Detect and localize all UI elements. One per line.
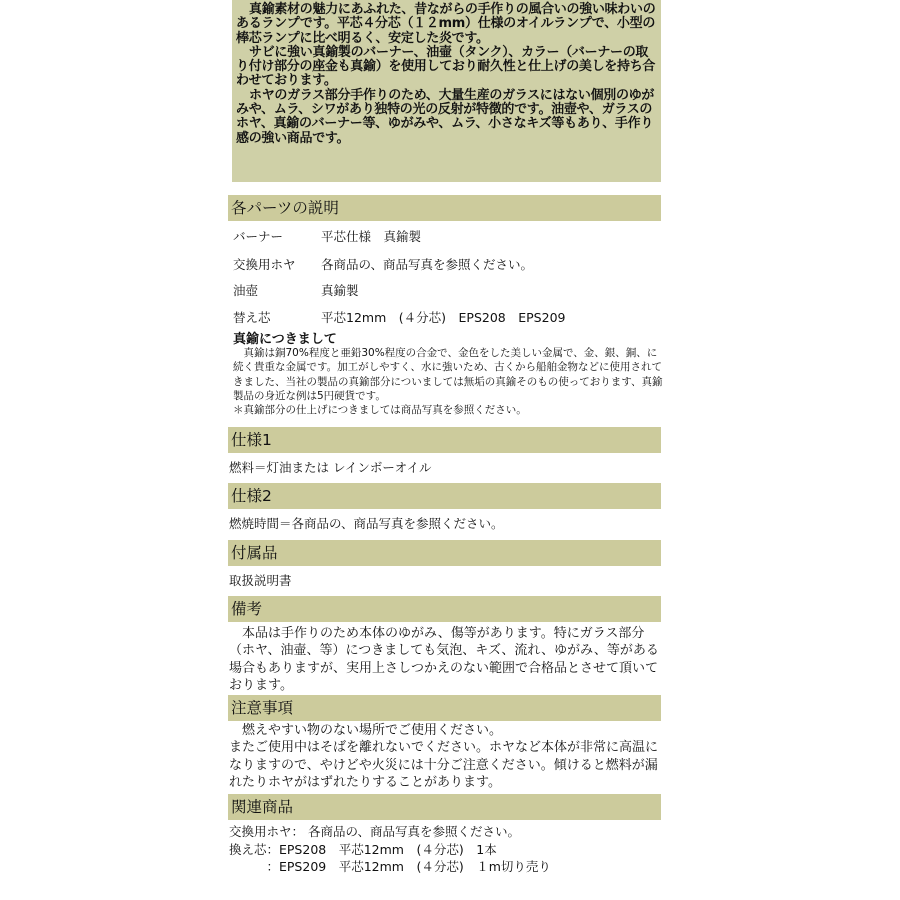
parts-key: 替え芯 — [233, 310, 271, 325]
parts-row — [233, 281, 359, 299]
brass-title: 真鍮につきまして — [233, 332, 337, 347]
intro-box — [232, 0, 661, 182]
section-header-spec2: 仕様2 — [228, 483, 661, 509]
caution-text — [229, 722, 661, 791]
parts-row — [233, 255, 533, 273]
parts-key: 交換用ホヤ — [233, 257, 296, 272]
parts-row — [233, 227, 421, 245]
caution-line: またご使用中はそばを離れないでください。ホヤなど本体が非常に高温になりますので、やけどや火災には十分ご注意ください。傾けると燃料が漏れたりホヤがはずれたりすることがあります。 — [229, 740, 659, 790]
brass-text — [233, 346, 663, 417]
parts-value: 真鍮製 — [321, 283, 359, 298]
related-item: 換え芯：EPS208 平芯12mm (４分芯) 1本 — [229, 841, 497, 857]
section-header-parts: 各パーツの説明 — [228, 195, 661, 221]
brass-note: ＊真鍮部分の仕上げにつきましては商品写真を参照ください。 — [233, 404, 527, 417]
parts-value: 平芯仕様 真鍮製 — [321, 229, 422, 244]
parts-row — [233, 308, 565, 326]
related-list — [229, 823, 661, 876]
parts-value: 各商品の、商品写真を参照ください。 — [321, 257, 534, 272]
brass-body: 真鍮は銅70%程度と亜鉛30%程度の合金で、金色をした美しい金属で、金、銀、銅、に続く貴重な金属です。加工がしやすく、水に強いため、古くから船舶金物などに使用されてきました、当社の製品の真鍮部分についましては無垢の真鍮そのもの使っております、真鍮製品の身近な例は5円硬貨です。 — [233, 347, 663, 402]
related-item: 交換用ホヤ： 各商品の、商品写真を参照ください。 — [229, 824, 520, 839]
section-header-remarks: 備考 — [228, 596, 661, 622]
section-header-spec1: 仕様1 — [228, 427, 661, 453]
remarks-text — [229, 625, 661, 694]
intro-paragraph: ホヤのガラス部分手作りのため、大量生産のガラスにはない個別のゆがみや、ムラ、シワがあり独特の光の反射が特徴的です。油壺や、ガラスのホヤ、真鍮のバーナー等、ゆがみや、ムラ、小さなキズ等もあり、手作り感の強い商品です。 — [236, 87, 655, 146]
section-header-caution: 注意事項 — [228, 695, 661, 721]
related-item: ：EPS209 平芯12mm (４分芯) １m切り売り — [229, 859, 551, 874]
caution-line: 燃えやすい物のない場所でご使用ください。 — [242, 723, 503, 738]
accessories-text: 取扱説明書 — [229, 573, 292, 588]
intro-paragraph: 真鍮素材の魅力にあふれた、昔ながらの手作りの風合いの強い味わいのあるランプです。平芯４分芯（１２mm）仕様のオイルランプで、小型の棒芯ランプに比べ明るく、安定した炎です。 — [236, 2, 656, 46]
parts-key: 油壺 — [233, 283, 259, 298]
remarks-body: 本品は手作りのため本体のゆがみ、傷等があります。特にガラス部分（ホヤ、油壷、等）につきましても気泡、キズ、流れ、ゆがみ、等がある場合もありますが、実用上さしつかえのない範囲で合格品とさせて頂いております。 — [229, 626, 659, 693]
spec1-text: 燃料＝灯油または レインボーオイル — [229, 460, 432, 475]
section-header-related: 関連商品 — [228, 794, 661, 820]
parts-value: 平芯12mm (４分芯) EPS208 EPS209 — [321, 310, 566, 325]
parts-key: バーナー — [233, 229, 284, 244]
spec2-text: 燃焼時間＝各商品の、商品写真を参照ください。 — [229, 516, 504, 531]
section-header-accessories: 付属品 — [228, 540, 661, 566]
intro-paragraph: サビに強い真鍮製のバーナー、油壷（タンク）、カラー（バーナーの取り付け部分の座金も真鍮）を使用しており耐久性と仕上げの美しを持ち合わせております。 — [236, 44, 656, 89]
